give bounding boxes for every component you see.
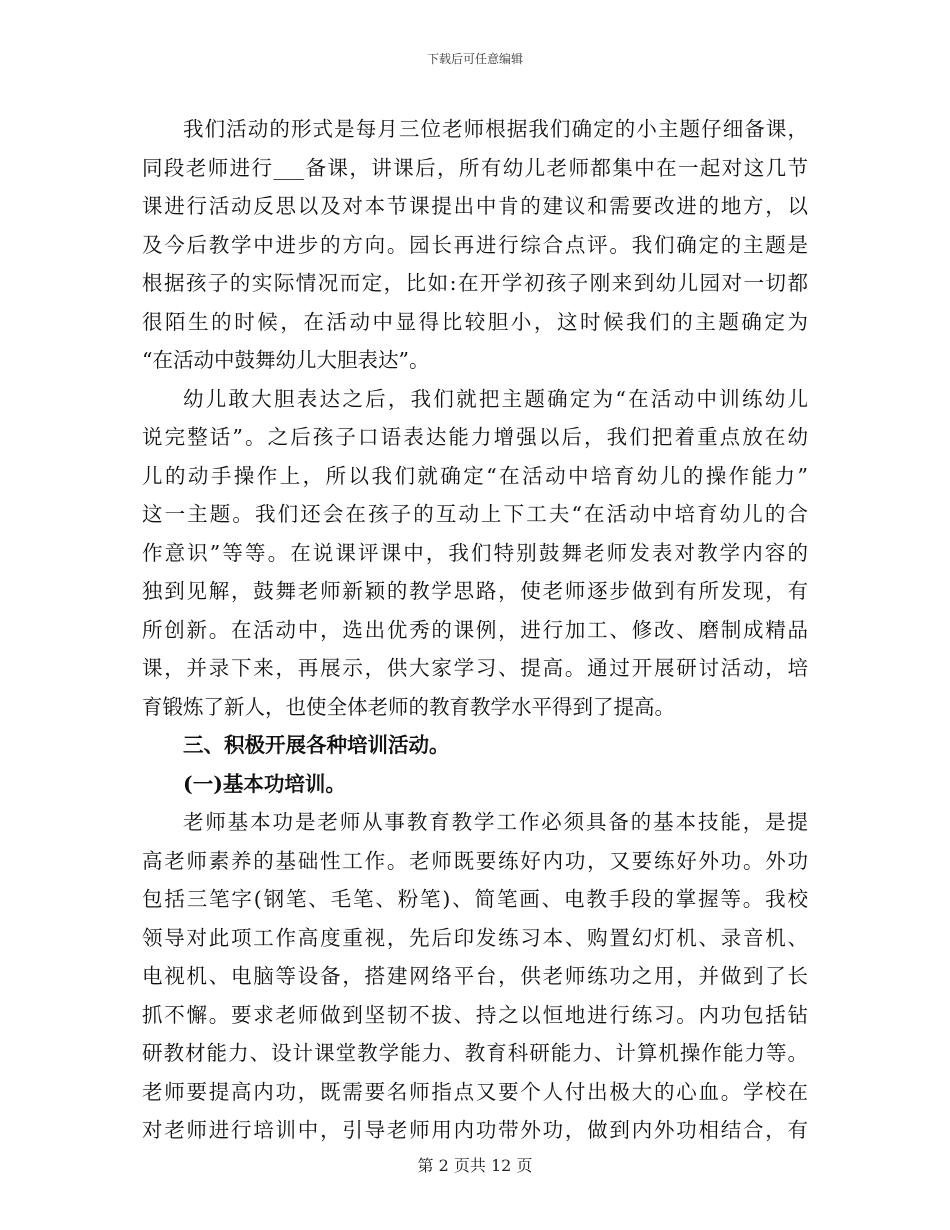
paragraph-line: 很陌生的时候，在活动中显得比较胆小，这时候我们的主题确定为 <box>142 309 808 334</box>
page-footer: 第 2 页共 12 页 <box>417 1156 533 1175</box>
paragraph-line: 包括三笔字(钢笔、毛笔、粉笔)、简笔画、电教手段的掌握等。我校 <box>142 887 808 911</box>
paragraph-line: 高老师素养的基础性工作。老师既要练好内功，又要练好外功。外功 <box>142 848 808 873</box>
document-body <box>142 110 808 1150</box>
paragraph-line: 及今后教学中进步的方向。园长再进行综合点评。我们确定的主题是 <box>142 232 808 257</box>
paragraph-line: 幼儿敢大胆表达之后，我们就把主题确定为“在活动中训练幼儿 <box>183 386 808 411</box>
paragraph-line: 根据孩子的实际情况而定，比如:在开学初孩子刚来到幼儿园对一切都 <box>142 271 808 295</box>
paragraph-line: 这一主题。我们还会在孩子的互动上下工夫“在活动中培育幼儿的合 <box>142 502 808 526</box>
paragraph-line: 独到见解，鼓舞老师新颖的教学思路，使老师逐步做到有所发现，有 <box>142 579 808 603</box>
paragraph-line: 育锻炼了新人，也使全体老师的教育教学水平得到了提高。 <box>142 694 675 719</box>
paragraph-line: 同段老师进行___备课，讲课后，所有幼儿老师都集中在一起对这几节 <box>142 155 808 180</box>
paragraph-line: 说完整话”。之后孩子口语表达能力增强以后，我们把着重点放在幼 <box>142 425 808 449</box>
paragraph-line: 抓不懈。要求老师做到坚韧不拔、持之以恒地进行练习。内功包括钻 <box>142 1002 808 1027</box>
paragraph-line: 老师基本功是老师从事教育教学工作必须具备的基本技能，是提 <box>183 810 808 834</box>
paragraph-line: 课，并录下来，再展示，供大家学习、提高。通过开展研讨活动，培 <box>142 656 808 680</box>
paragraph-line: 对老师进行培训中，引导老师用内功带外功，做到内外功相结合，有 <box>142 1118 808 1142</box>
paragraph-line: 老师要提高内功，既需要名师指点又要个人付出极大的心血。学校在 <box>142 1079 808 1104</box>
paragraph-line: 所创新。在活动中，选出优秀的课例，进行加工、修改、磨制成精品 <box>142 617 808 642</box>
paragraph-line: 我们活动的形式是每月三位老师根据我们确定的小主题仔细备课， <box>183 117 808 141</box>
paragraph-line: 作意识”等等。在说课评课中，我们特别鼓舞老师发表对教学内容的 <box>142 540 808 565</box>
paragraph-line: “在活动中鼓舞幼儿大胆表达”。 <box>142 348 430 372</box>
paragraph-line: 课进行活动反思以及对本节课提出中肯的建议和需要改进的地方，以 <box>142 194 808 218</box>
paragraph-line: 领导对此项工作高度重视，先后印发练习本、购置幻灯机、录音机、 <box>142 925 808 950</box>
paragraph-line: 研教材能力、设计课堂教学能力、教育科研能力、计算机操作能力等。 <box>142 1041 808 1065</box>
paragraph-line: 儿的动手操作上，所以我们就确定“在活动中培育幼儿的操作能力” <box>142 463 808 488</box>
page-header: 下载后可任意编辑 <box>426 52 523 66</box>
section-heading-line: (一)基本功培训。 <box>183 771 346 796</box>
section-heading-line: 三、积极开展各种培训活动。 <box>183 733 450 757</box>
paragraph-line: 电视机、电脑等设备，搭建网络平台，供老师练功之用，并做到了长 <box>142 964 808 988</box>
